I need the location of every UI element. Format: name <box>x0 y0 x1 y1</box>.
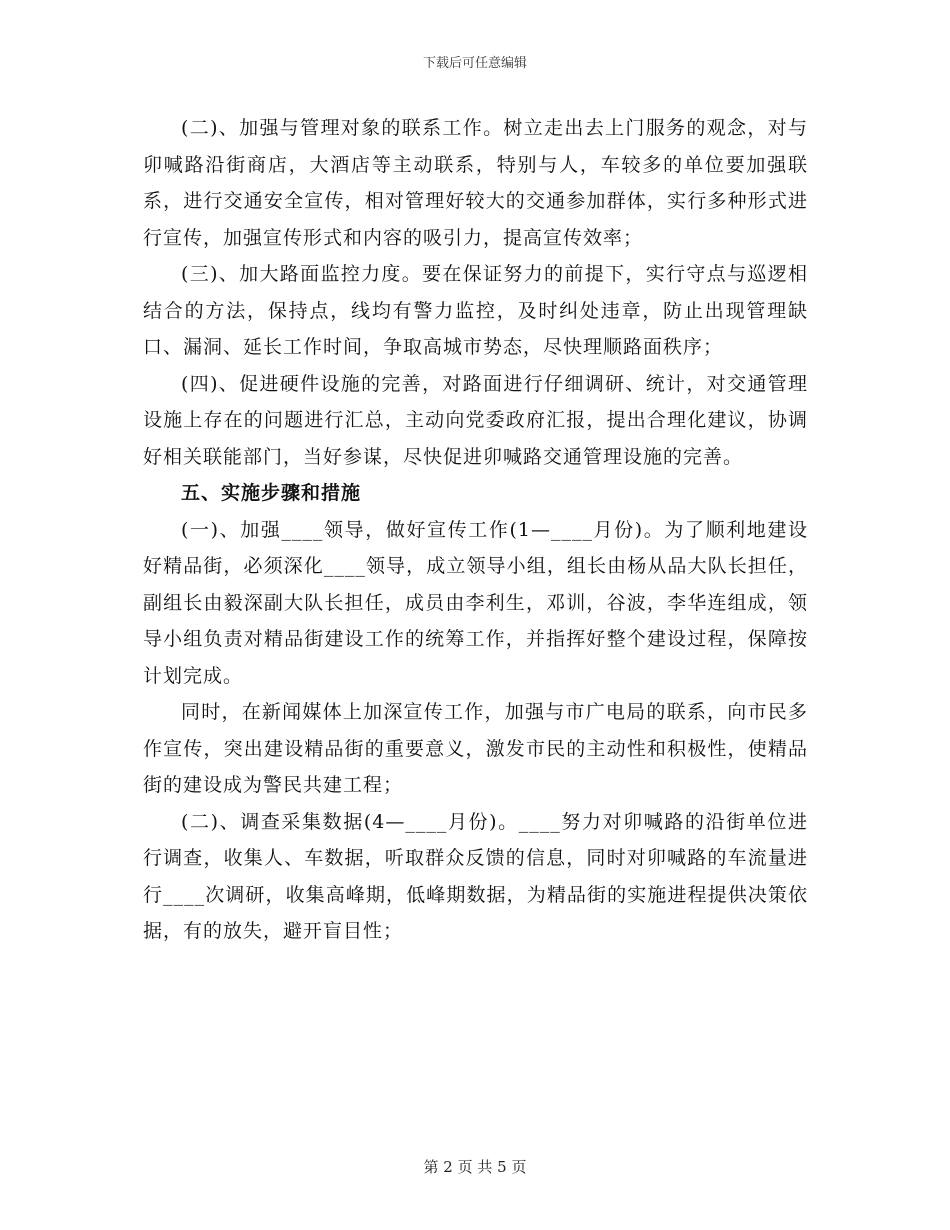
page-header-note: 下载后可任意编辑 <box>422 56 527 71</box>
paragraph-road-monitoring: (三)、加大路面监控力度。要在保证努力的前提下，实行守点与巡逻相结合的方法，保持点，线均有警力监控，及时纠处违章，防止出现管理缺口、漏洞、延长工作时间，争取高城市势态，尽快理顺路面秩序； <box>143 263 808 358</box>
page-number: 第 2 页 共 5 页 <box>423 1158 527 1176</box>
document-body <box>143 110 808 950</box>
section-heading-steps: 五、实施步骤和措施 <box>181 482 362 504</box>
paragraph-leadership: (一)、加强____领导，做好宣传工作(1—____月份)。为了顺利地建设好精品街，必须深化____领导，成立领导小组，组长由杨从品大队长担任，副组长由毅深副大队长担任，成员由李利生，邓训，谷波，李华连组成，领导小组负责对精品街建设工作的统筹工作，并指挥好整个建设过程，保障按计划完成。 <box>143 518 808 687</box>
paragraph-data-collection: (二)、调查采集数据(4—____月份)。____努力对卯喊路的沿街单位进行调查，收集人、车数据，听取群众反馈的信息，同时对卯喊路的车流量进行____次调研，收集高峰期，低峰期数据，为精品街的实施进程提供决策依据，有的放失，避开盲目性； <box>143 810 808 942</box>
paragraph-media-publicity: 同时，在新闻媒体上加深宣传工作，加强与市广电局的联系，向市民多作宣传，突出建设精品街的重要意义，激发市民的主动性和积极性，使精品街的建设成为警民共建工程； <box>143 701 808 796</box>
paragraph-hardware-facilities: (四)、促进硬件设施的完善，对路面进行仔细调研、统计，对交通管理设施上存在的问题进行汇总，主动向党委政府汇报，提出合理化建议，协调好相关联能部门，当好参谋，尽快促进卯喊路交通管理设施的完善。 <box>143 372 808 468</box>
paragraph-contact-work: (二)、加强与管理对象的联系工作。树立走出去上门服务的观念，对与卯喊路沿街商店，大酒店等主动联系，特别与人，车较多的单位要加强联系，进行交通安全宣传，相对管理好较大的交通参加群体，实行多种形式进行宣传，加强宣传形式和内容的吸引力，提高宣传效率； <box>143 117 808 249</box>
